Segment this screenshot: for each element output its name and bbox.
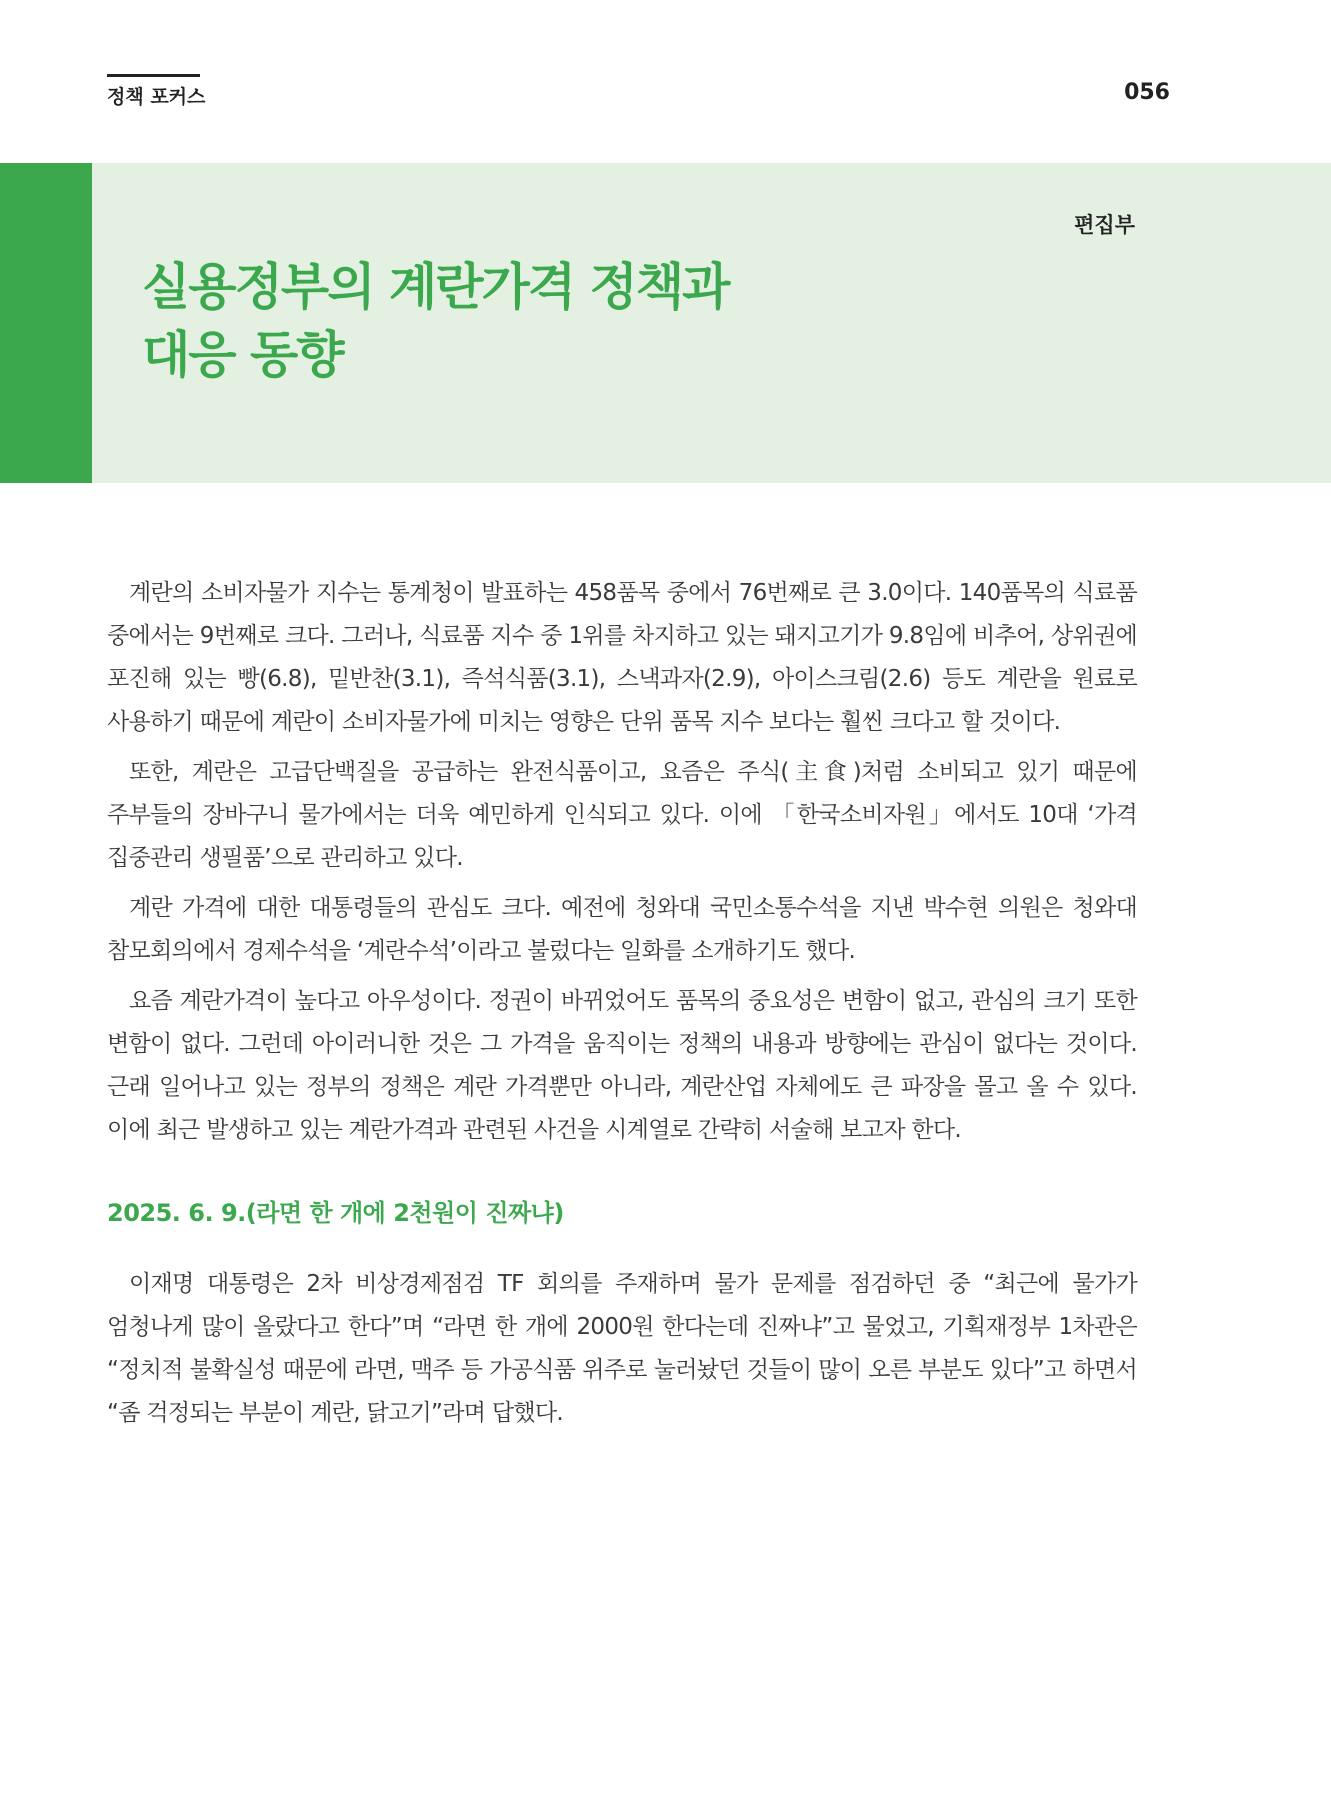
article-body (107, 572, 1137, 1442)
body-paragraph: 계란의 소비자물가 지수는 통계청이 발표하는 458품목 중에서 76번째로 큰 3.0이다. 140품목의 식료품 중에서는 9번째로 크다. 그러나, 식료품 지수 중 1위를 차지하고 있는 돼지고기가 9.8임에 비추어, 상위권에 포진해 있는 빵(6.8), 밑반찬(3.1), 즉석식품(3.1), 스낵과자(2.9), 아이스크림(2.6) 등도 계란을 원료로 사용하기 때문에 계란이 소비자물가에 미치는 영향은 단위 품목 지수 보다는 훨씬 크다고 할 것이다. (107, 580, 1137, 735)
body-paragraph: 요즘 계란가격이 높다고 아우성이다. 정권이 바뀌었어도 품목의 중요성은 변함이 없고, 관심의 크기 또한 변함이 없다. 그런데 아이러니한 것은 그 가격을 움직이는 정책의 내용과 방향에는 관심이 없다는 것이다. 근래 일어나고 있는 정부의 정책은 계란 가격뿐만 아니라, 계란산업 자체에도 큰 파장을 몰고 올 수 있다. 이에 최근 발생하고 있는 계란가격과 관련된 사건을 시계열로 간략히 서술해 보고자 한다. (107, 988, 1137, 1143)
section-subheading: 2025. 6. 9.(라면 한 개에 2천원이 진짜냐) (107, 1199, 564, 1227)
title-line-2: 대응 동향 (142, 326, 343, 384)
title-band (0, 163, 1331, 483)
page-number: 056 (1124, 80, 1170, 105)
body-paragraph: 이재명 대통령은 2차 비상경제점검 TF 회의를 주재하며 물가 문제를 점검하던 중 “최근에 물가가 엄청나게 많이 올랐다고 한다”며 “라면 한 개에 2000원 한다는데 진짜냐”고 물었고, 기획재정부 1차관은 “정치적 불확실성 때문에 라면, 맥주 등 가공식품 위주로 눌러놨던 것들이 많이 오른 부분도 있다”고 하면서 “좀 걱정되는 부분이 계란, 닭고기”라며 답했다. (107, 1271, 1137, 1426)
title-line-1: 실용정부의 계란가격 정책과 (142, 258, 729, 316)
author-label: 편집부 (1074, 213, 1135, 237)
header-rule (107, 74, 200, 77)
article-title (142, 253, 728, 389)
body-paragraph: 또한, 계란은 고급단백질을 공급하는 완전식품이고, 요즘은 주식(主食)처럼 소비되고 있기 때문에 주부들의 장바구니 물가에서는 더욱 예민하게 인식되고 있다. 이에 「한국소비자원」에서도 10대 ‘가격 집중관리 생필품’으로 관리하고 있다. (107, 759, 1137, 871)
body-paragraph: 계란 가격에 대한 대통령들의 관심도 크다. 예전에 청와대 국민소통수석을 지낸 박수현 의원은 청와대 참모회의에서 경제수석을 ‘계란수석’이라고 불렀다는 일화를 소개하기도 했다. (107, 895, 1137, 964)
section-label: 정책 포커스 (107, 86, 206, 108)
accent-bar (0, 163, 92, 483)
